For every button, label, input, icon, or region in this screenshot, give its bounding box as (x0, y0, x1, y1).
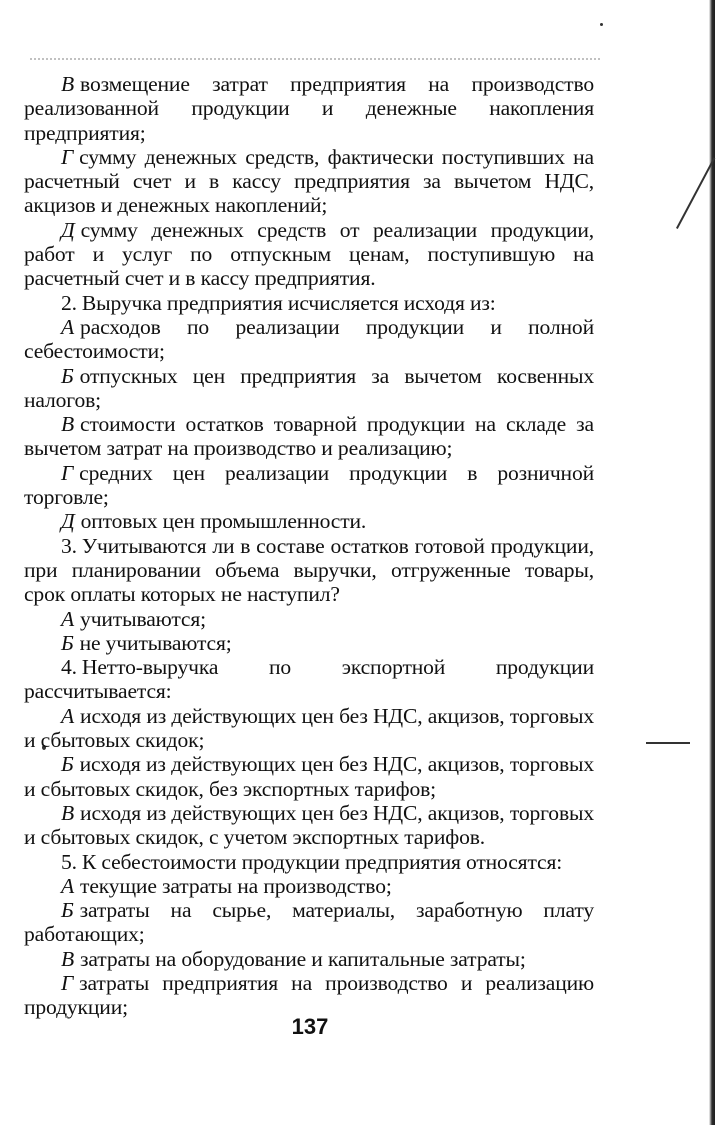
answer-option (24, 364, 594, 413)
answer-option (24, 72, 594, 145)
scan-dot (600, 23, 603, 26)
option-text: учитываются; (80, 606, 206, 631)
option-text: стоимости остатков товарной продукции на складе за вычетом затрат на производство и реализацию; (24, 412, 594, 461)
option-text: сумму денежных средств от реализации продукции, работ и услуг по отпускным ценам, поступившую на расчетный счет и в кассу предприятия. (24, 217, 594, 291)
option-letter: А (61, 314, 75, 339)
option-text: сумму денежных средств, фактически поступивших на расчетный счет и в кассу предприятия за вычетом НДС, акцизов и денежных накоплений; (24, 144, 594, 218)
page-number: 137 (291, 1014, 329, 1039)
answer-option (24, 898, 594, 947)
option-text: затраты на сырье, материалы, заработную плату работающих; (24, 898, 594, 947)
option-text: отпускных цен предприятия за вычетом косвенных налогов; (24, 363, 594, 412)
answer-option (24, 509, 594, 533)
question (24, 655, 594, 704)
question-number: 5. (61, 849, 77, 874)
option-text: средних цен реализации продукции в розничной торговле; (24, 460, 594, 510)
option-letter: В (61, 800, 75, 825)
option-text: не учитываются; (79, 630, 232, 655)
option-letter: Г (61, 970, 74, 995)
answer-option (24, 971, 594, 1020)
answer-option (24, 145, 594, 218)
question-text: К себестоимости продукции предприятия относятся: (81, 849, 563, 874)
option-letter: В (61, 412, 75, 437)
answer-option (24, 947, 594, 971)
answer-option (24, 801, 594, 850)
question (24, 850, 594, 874)
option-letter: Г (61, 460, 74, 485)
answer-option (24, 874, 594, 898)
option-letter: Б (61, 752, 74, 777)
question-text: Учитываются ли в составе остатков готовой продукции, при планировании объема выручки, отгруженные товары, срок оплаты которых не наступил? (24, 533, 594, 607)
option-letter: Б (61, 363, 74, 388)
answer-option (24, 704, 594, 753)
answer-option (24, 315, 594, 364)
question (24, 534, 594, 607)
question-text: Выручка предприятия исчисляется исходя из: (81, 290, 496, 315)
answer-option (24, 412, 594, 461)
question-number: 4. (61, 655, 77, 680)
pencil-dash-mark (646, 742, 690, 744)
answer-option (24, 631, 594, 655)
option-text: затраты на оборудование и капитальные затраты; (80, 946, 526, 971)
option-letter: Б (61, 898, 74, 923)
option-letter: В (61, 72, 75, 96)
option-letter: В (61, 946, 75, 971)
option-text: исходя из действующих цен без НДС, акцизов, торговых и сбытовых скидок, с учетом экспортных тарифов. (24, 800, 594, 850)
option-letter: А (61, 703, 75, 728)
question-number: 2. (61, 290, 77, 315)
scan-right-edge (709, 0, 715, 1125)
question-number: 3. (61, 533, 77, 558)
page-text (24, 72, 594, 1020)
option-letter: Д (61, 509, 75, 534)
answer-option (24, 218, 594, 291)
answer-option (24, 607, 594, 631)
option-text: исходя из действующих цен без НДС, акцизов, торговых и сбытовых скидок, без экспортных тарифов; (24, 752, 594, 801)
answer-option (24, 461, 594, 510)
option-text: оптовых цен промышленности. (80, 509, 367, 534)
scan-noise-top (30, 58, 600, 70)
option-letter: Д (61, 217, 75, 242)
option-text: текущие затраты на производство; (80, 873, 392, 898)
question (24, 291, 594, 315)
option-text: расходов по реализации продукции и полной себестоимости; (24, 314, 594, 364)
question-text: Нетто-выручка по экспортной продукции рассчитывается: (24, 655, 594, 704)
option-letter: Б (61, 630, 74, 655)
option-text: возмещение затрат предприятия на производство реализованной продукции и денежные накопления предприятия; (24, 72, 594, 145)
answer-option (24, 752, 594, 801)
option-letter: А (61, 606, 75, 631)
option-text: затраты предприятия на производство и реализацию продукции; (24, 970, 594, 1020)
option-letter: Г (61, 144, 74, 169)
option-letter: А (61, 873, 75, 898)
option-text: исходя из действующих цен без НДС, акцизов, торговых и сбытовых скидок; (24, 703, 594, 753)
